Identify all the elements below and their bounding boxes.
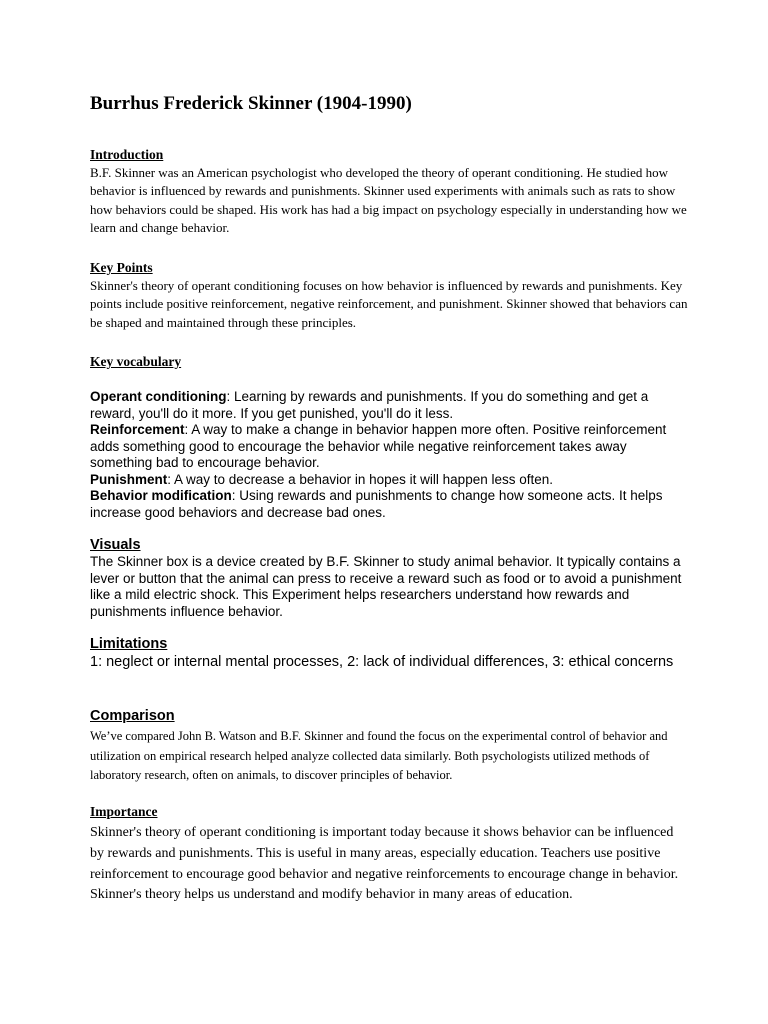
importance-heading: Importance	[90, 804, 158, 819]
vocab-term: Behavior modification	[90, 488, 232, 503]
comparison-body: We’ve compared John B. Watson and B.F. Skinner and found the focus on the experimental control of behavior and utilization on empirical research helped analyze collected data similarly. Both psychologists utilized methods of laboratory research, often on animals, to discover principles of behavior.	[90, 729, 668, 782]
introduction-heading: Introduction	[90, 147, 164, 162]
vocab-item	[90, 488, 690, 521]
key-points-body: Skinner's theory of operant conditioning focuses on how behavior is influenced by rewards and punishments. Key points include positive reinforcement, negative reinforcement, and punishment. Skinner showed that behaviors can be shaped and maintained through these principles.	[90, 278, 688, 330]
limitations-section	[90, 635, 690, 671]
vocab-term: Operant conditioning	[90, 389, 227, 404]
comparison-heading: Comparison	[90, 708, 175, 724]
vocab-definition: : Using rewards and punishments to change how someone acts. It helps increase good behaviors and decrease bad ones.	[90, 488, 663, 520]
visuals-section	[90, 536, 690, 620]
vocab-definition: : A way to decrease a behavior in hopes it will happen less often.	[167, 471, 554, 487]
importance-section	[90, 803, 690, 906]
visuals-heading: Visuals	[90, 537, 141, 553]
document-title: Burrhus Frederick Skinner (1904-1990)	[90, 93, 412, 114]
visuals-body: The Skinner box is a device created by B.F. Skinner to study animal behavior. It typically contains a lever or button that the animal can press to receive a reward such as food or to avoid a punishment like a mild electric shock. This Experiment helps researchers understand how rewards and punishments influence behavior.	[90, 554, 682, 619]
vocab-definition: : Learning by rewards and punishments. If you do something and get a reward, you'll do it more. If you get punished, you'll do it less.	[90, 389, 649, 421]
vocab-definition: : A way to make a change in behavior happen more often. Positive reinforcement adds something good to encourage the behavior while negative reinforcement takes away something bad to encourage behavior.	[90, 422, 667, 470]
key-vocabulary-heading-wrap	[90, 353, 690, 370]
vocab-term: Reinforcement	[90, 422, 185, 437]
key-vocabulary-heading: Key vocabulary	[90, 354, 182, 369]
key-points-section	[90, 259, 690, 332]
introduction-section	[90, 146, 690, 237]
limitations-body: 1: neglect or internal mental processes, 2: lack of individual differences, 3: ethical concerns	[90, 654, 674, 670]
importance-body: Skinner's theory of operant conditioning is important today because it shows behavior can be influenced by rewards and punishments. This is useful in many areas, especially education. Teachers use positive reinforcement to encourage good behavior and negative reinforcements to encourage change in behavior. Skinner's theory helps us understand and modify behavior in many areas of education.	[90, 825, 679, 903]
vocab-item	[90, 472, 690, 489]
comparison-section	[90, 707, 690, 786]
key-points-heading: Key Points	[90, 260, 153, 275]
introduction-body: B.F. Skinner was an American psychologist who developed the theory of operant conditioning. He studied how behavior is influenced by rewards and punishments. Skinner used experiments with animals such as rats to show how behaviors could be shaped. His work has had a big impact on psychology especially in understanding how we learn and change behavior.	[90, 165, 687, 235]
limitations-heading: Limitations	[90, 636, 168, 652]
vocab-item	[90, 422, 690, 472]
vocab-item	[90, 389, 690, 422]
key-vocabulary-list	[90, 389, 690, 521]
vocab-term: Punishment	[90, 471, 168, 487]
